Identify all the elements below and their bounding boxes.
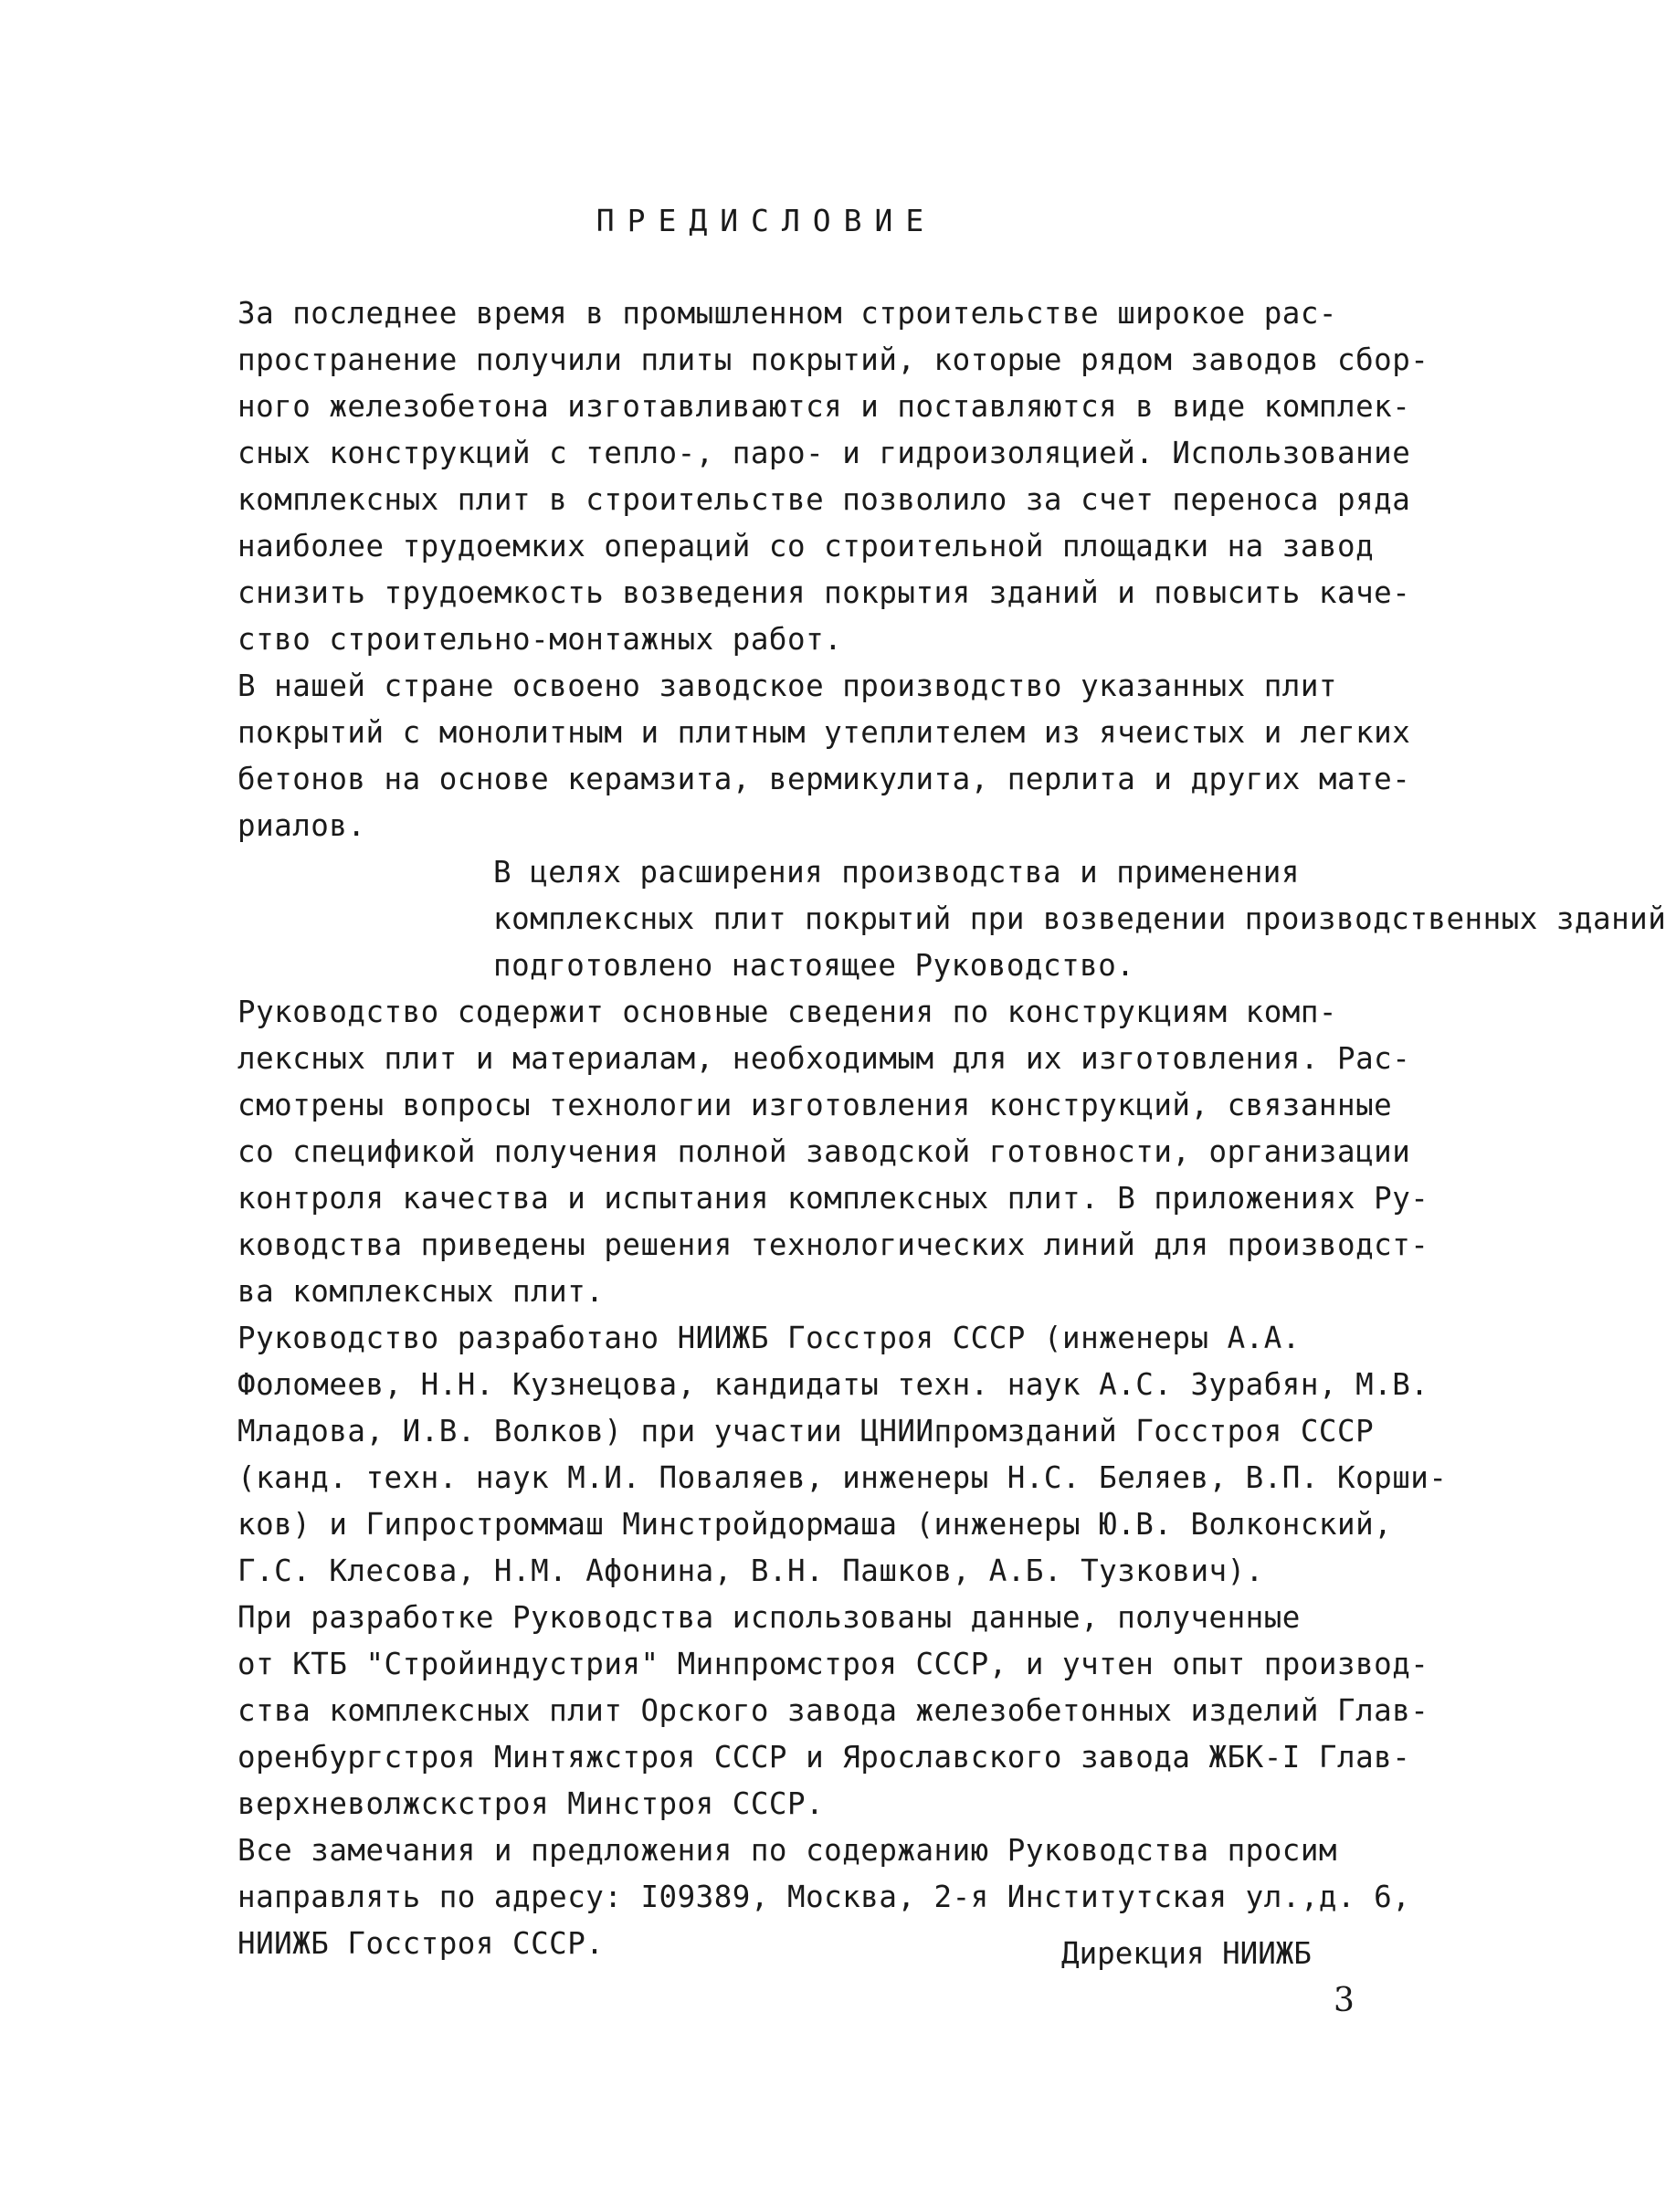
text-line: За последнее время в промышленном строительстве широкое рас- — [237, 296, 1337, 331]
text-line: ство строительно-монтажных работ. — [237, 622, 843, 657]
text-line: Руководство разработано НИИЖБ Госстроя СССР (инженеры А.А. — [237, 1321, 1301, 1355]
page-number: 3 — [1334, 1982, 1355, 2019]
paragraph-5 — [164, 1315, 1448, 1595]
paragraph-6 — [164, 1595, 1429, 1828]
paragraph-4 — [164, 989, 1429, 1315]
text-line: от КТБ "Стройиндустрия" Минпромстроя СССР, и учтен опыт производ- — [237, 1647, 1429, 1681]
text-line: Руководство содержит основные сведения по конструкциям комп- — [237, 995, 1337, 1029]
text-line: риалов. — [237, 808, 366, 843]
text-line: При разработке Руководства использованы данные, полученные — [237, 1600, 1301, 1635]
text-line: контроля качества и испытания комплексных плит. В приложениях Ру- — [237, 1181, 1429, 1216]
text-line: направлять по адресу: I09389, Москва, 2-я Институтская ул.,д. 6, — [237, 1880, 1411, 1914]
text-line: снизить трудоемкость возведения покрытия зданий и повысить каче- — [237, 575, 1411, 610]
text-line: В нашей стране освоено заводское производство указанных плит — [237, 669, 1337, 703]
signature: Дирекция НИИЖБ — [1061, 1936, 1312, 1971]
text-line: ного железобетона изготавливаются и поставляются в виде комплек- — [237, 389, 1411, 424]
text-line: Г.С. Клесова, Н.М. Афонина, В.Н. Пашков, А.Б. Тузкович). — [237, 1554, 1264, 1588]
text-line: покрытий с монолитным и плитным утеплителем из ячеистых и легких — [237, 715, 1411, 750]
text-line: сных конструкций с тепло-, паро- и гидроизоляцией. Использование — [237, 436, 1411, 470]
text-line: Фоломеев, Н.Н. Кузнецова, кандидаты техн. наук А.С. Зурабян, М.В. — [237, 1367, 1429, 1402]
text-line: ков) и Гипростроммаш Минстройдормаша (инженеры Ю.В. Волконский, — [237, 1507, 1393, 1542]
text-line: ства комплексных плит Орского завода железобетонных изделий Глав- — [237, 1693, 1429, 1728]
text-line: Младова, И.В. Волков) при участии ЦНИИпромзданий Госстроя СССР — [237, 1414, 1375, 1448]
paragraph-3 — [164, 849, 1666, 989]
text-line: ва комплексных плит. — [237, 1274, 605, 1309]
text-line: В целях расширения производства и применения — [493, 855, 1300, 890]
preface-body — [164, 290, 1666, 1967]
text-line: ководства приведены решения технологических линий для производст- — [237, 1227, 1429, 1262]
text-line: лексных плит и материалам, необходимым для их изготовления. Рас- — [237, 1041, 1411, 1076]
text-line: со спецификой получения полной заводской готовности, организации — [237, 1134, 1411, 1169]
text-line: верхневолжскстроя Минстроя СССР. — [237, 1786, 825, 1821]
text-line: смотрены вопросы технологии изготовления конструкций, связанные — [237, 1088, 1393, 1122]
text-line: пространение получили плиты покрытий, которые рядом заводов сбор- — [237, 342, 1429, 377]
text-line: НИИЖБ Госстроя СССР. — [237, 1926, 605, 1961]
text-line: Все замечания и предложения по содержанию Руководства просим — [237, 1833, 1337, 1868]
paragraph-1 — [164, 290, 1429, 663]
page-title: ПРЕДИСЛОВИЕ — [596, 203, 937, 238]
text-line: наиболее трудоемких операций со строительной площадки на завод — [237, 529, 1375, 564]
text-line: бетонов на основе керамзита, вермикулита, перлита и других мате- — [237, 762, 1411, 796]
text-line: комплексных плит покрытий при возведении производственных зданий — [493, 901, 1666, 936]
text-line: комплексных плит в строительстве позволило за счет переноса ряда — [237, 482, 1411, 517]
text-line: (канд. техн. наук М.И. Поваляев, инженеры Н.С. Беляев, В.П. Корши- — [237, 1460, 1448, 1495]
text-line: оренбургстроя Минтяжстроя СССР и Ярославского завода ЖБК-I Глав- — [237, 1740, 1411, 1775]
text-line: подготовлено настоящее Руководство. — [493, 948, 1135, 983]
paragraph-2 — [164, 663, 1411, 849]
